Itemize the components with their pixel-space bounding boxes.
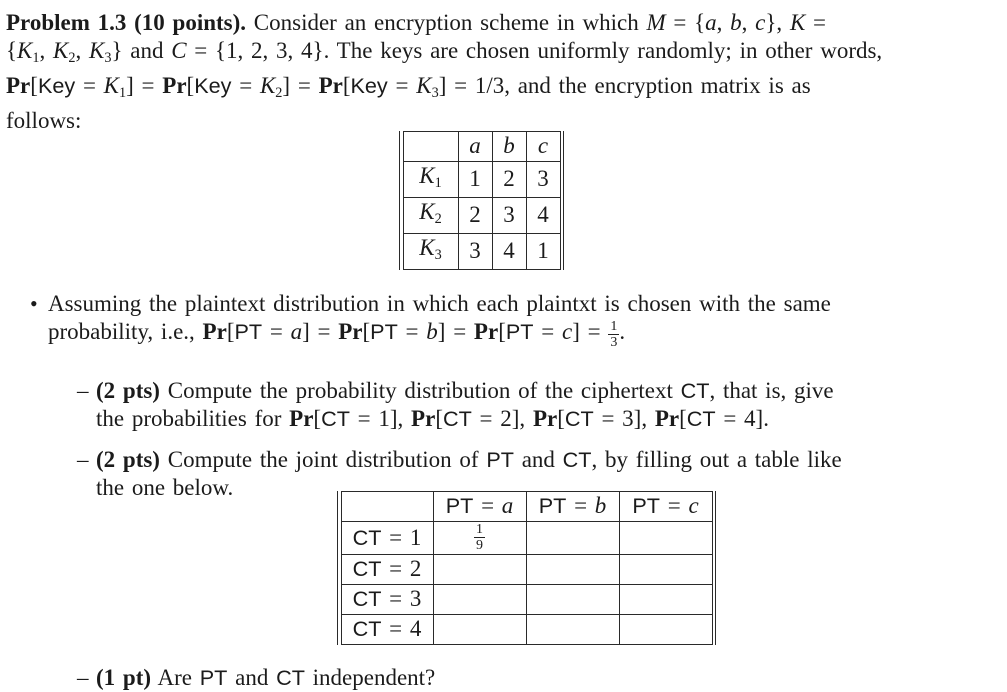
text-segment: , by filling out a table like [591, 446, 842, 472]
table-row [403, 131, 560, 161]
text-segment: c [561, 318, 573, 344]
text-segment: Pr [202, 318, 227, 344]
fraction-denominator: 9 [476, 537, 483, 553]
text-segment: ] = 1/3, and the encryption matrix is as [438, 72, 811, 98]
text-segment: 1 [119, 84, 127, 101]
text-segment: = [566, 493, 595, 519]
text-segment: [ [226, 318, 235, 344]
table-cell [433, 554, 526, 584]
table-cell [526, 614, 619, 644]
text-segment: Problem 1.3 (10 points). [6, 10, 247, 35]
text-segment: 1 [434, 174, 442, 191]
text-segment: a [290, 318, 303, 344]
problem-statement [0, 0, 1007, 135]
text-segment: K [419, 234, 435, 260]
text-segment: Assuming the plaintext distribution in which each plaintxt is chosen with the same [48, 290, 831, 316]
text-segment: Pr [6, 72, 31, 98]
text-segment: M [646, 10, 666, 35]
joint-table-container [337, 491, 1007, 645]
table-cell [433, 521, 526, 554]
text-segment: a [501, 493, 514, 519]
text-segment: PT [234, 318, 263, 344]
text-segment: 3 [434, 246, 442, 263]
table-cell [403, 161, 458, 197]
text-segment: [ [435, 405, 443, 431]
text-segment: 1 [469, 166, 481, 192]
text-segment: 3 [503, 202, 515, 228]
text-segment: CT [352, 616, 382, 642]
text-segment: CT [352, 556, 382, 582]
list-item-joint-distribution [0, 446, 1007, 502]
table-cell [526, 197, 560, 233]
text-segment: = 2 [381, 556, 422, 582]
table-cell [619, 521, 712, 554]
table-cell [341, 614, 433, 644]
text-segment: Compute the joint distribution of [159, 446, 487, 472]
fraction-numerator: 1 [476, 521, 483, 537]
table-cell [619, 614, 712, 644]
independence-question-text [96, 664, 993, 692]
dash-icon: – [77, 664, 89, 690]
table-cell [403, 233, 458, 269]
text-segment: Consider an encryption scheme in which [246, 10, 647, 35]
table-cell [492, 233, 526, 269]
table-cell [492, 161, 526, 197]
table-cell [458, 161, 492, 197]
text-segment: Key [37, 72, 76, 98]
text-segment: CT [562, 446, 592, 472]
text-segment: K [53, 38, 69, 63]
text-segment: CT [442, 405, 472, 431]
table-cell [458, 233, 492, 269]
text-segment: 4 [503, 238, 515, 264]
text-segment: PT [445, 493, 474, 519]
text-segment: = 2], [471, 405, 533, 431]
text-segment: c [688, 493, 699, 519]
text-segment: K [88, 38, 105, 63]
joint-distribution-text [96, 446, 993, 502]
text-segment: } and [111, 38, 172, 63]
text-segment: 2 [275, 84, 283, 101]
text-segment: probability, i.e., [48, 318, 203, 344]
dash-icon: – [77, 377, 89, 403]
text-segment: c [755, 10, 766, 35]
text-segment: Pr [162, 72, 187, 98]
bullet-icon: • [30, 291, 38, 316]
text-segment: Are [151, 664, 200, 690]
text-segment: c [537, 133, 549, 159]
text-segment: { [6, 38, 18, 63]
text-segment: CT [680, 377, 710, 403]
text-segment: (1 pt) [96, 664, 152, 690]
text-segment: = [387, 72, 417, 98]
table-cell [403, 197, 458, 233]
dash-icon: – [77, 446, 89, 472]
text-segment: and [513, 446, 563, 472]
text-segment: Pr [318, 72, 343, 98]
text-segment: K [419, 198, 435, 224]
table-cell [526, 161, 560, 197]
text-segment: PT [632, 493, 660, 519]
text-segment: Key [194, 72, 232, 98]
text-segment: [ [313, 405, 322, 431]
text-segment: K [259, 72, 276, 98]
text-segment: (2 pts) [96, 377, 160, 403]
text-segment: Pr [654, 405, 680, 431]
fraction [608, 319, 619, 351]
text-segment: Pr [532, 405, 558, 431]
text-segment: K [416, 72, 432, 98]
text-segment: [ [679, 405, 687, 431]
text-segment: Pr [473, 318, 499, 344]
text-segment: Pr [289, 405, 314, 431]
joint-table-frame [337, 491, 716, 645]
text-segment: [ [557, 405, 565, 431]
table-cell [526, 584, 619, 614]
text-segment: , that is, give [709, 377, 834, 403]
table-cell [341, 584, 433, 614]
text-segment: 4 [537, 202, 549, 228]
text-segment: 2 [503, 166, 515, 192]
text-segment: . [619, 318, 626, 344]
text-segment: 3 [104, 49, 112, 66]
text-segment: PT [486, 446, 514, 472]
text-segment: a [469, 133, 481, 159]
text-segment: 3 [431, 84, 439, 101]
text-segment: b [730, 10, 742, 35]
text-segment: Pr [338, 318, 363, 344]
list-item-independence [0, 664, 1007, 692]
text-segment: = [262, 318, 291, 344]
text-segment: a [705, 10, 717, 35]
text-segment: = 4 [381, 616, 422, 642]
joint-distribution-table [341, 491, 713, 645]
assumption-text [48, 290, 991, 351]
table-cell [492, 197, 526, 233]
encryption-matrix-frame [399, 131, 564, 270]
text-segment: the probabilities for [96, 405, 290, 431]
text-segment: = [659, 493, 689, 519]
table-cell [433, 584, 526, 614]
table-cell [403, 131, 458, 161]
text-segment: }, [765, 10, 790, 35]
text-segment: CT [321, 405, 350, 431]
text-segment: b [594, 493, 607, 519]
text-segment: = [231, 72, 260, 98]
text-segment: = [75, 72, 104, 98]
table-row [403, 197, 560, 233]
text-segment: = [533, 318, 562, 344]
text-segment: K [789, 10, 806, 35]
encryption-matrix-container [399, 131, 1007, 270]
table-cell [526, 131, 560, 161]
list-item-ciphertext-distribution [0, 377, 1007, 433]
table-cell [619, 554, 712, 584]
text-segment: [ [342, 72, 351, 98]
table-row [403, 161, 560, 197]
table-row [403, 233, 560, 269]
ciphertext-distribution-text [96, 377, 993, 433]
text-segment: 1 [32, 49, 40, 66]
text-segment: = 4]. [715, 405, 769, 431]
table-cell [458, 197, 492, 233]
table-cell [341, 521, 433, 554]
text-segment: 2 [469, 202, 481, 228]
text-segment: 1 [537, 238, 549, 264]
table-cell [526, 233, 560, 269]
table-cell [492, 131, 526, 161]
list-item-assumption [0, 290, 1007, 351]
text-segment: 2 [434, 210, 442, 227]
text-segment: = 1 [381, 524, 422, 550]
text-segment: ] = [437, 318, 474, 344]
text-segment: Compute the probability distribution of the ciphertext [159, 377, 681, 403]
text-segment: , [39, 38, 54, 63]
text-segment: ] = [126, 72, 163, 98]
table-cell [458, 131, 492, 161]
encryption-matrix-table [403, 131, 561, 270]
text-segment: CT [352, 524, 382, 550]
text-segment: = 3 [381, 586, 422, 612]
text-segment: = [397, 318, 427, 344]
fraction [474, 522, 485, 554]
text-segment: = [805, 10, 827, 35]
text-segment: K [17, 38, 33, 63]
table-row [341, 554, 712, 584]
fraction-numerator: 1 [610, 318, 618, 334]
text-segment: ] = [282, 72, 319, 98]
table-row [341, 584, 712, 614]
text-segment: = { [665, 10, 706, 35]
table-cell [526, 554, 619, 584]
text-segment: [ [30, 72, 38, 98]
text-segment: CT [352, 586, 382, 612]
text-segment: , [741, 10, 756, 35]
text-segment: and [227, 664, 277, 690]
table-cell [619, 584, 712, 614]
text-segment: = 1], [349, 405, 412, 431]
text-segment: PT [538, 493, 567, 519]
text-segment: b [503, 133, 515, 159]
text-segment: CT [564, 405, 594, 431]
text-segment: , [716, 10, 731, 35]
text-segment: ] = [302, 318, 339, 344]
text-segment: b [426, 318, 438, 344]
table-cell [341, 554, 433, 584]
text-segment: , [75, 38, 89, 63]
text-segment: C [171, 38, 187, 63]
text-segment: [ [186, 72, 195, 98]
text-segment: PT [370, 318, 398, 344]
fraction-denominator: 3 [610, 335, 618, 351]
text-segment: PT [199, 664, 228, 690]
text-segment: 3 [537, 166, 549, 192]
text-segment: PT [505, 318, 534, 344]
text-segment: independent? [304, 664, 436, 690]
text-segment: K [419, 162, 435, 188]
table-cell [526, 521, 619, 554]
text-segment: Pr [411, 405, 436, 431]
text-segment: CT [276, 664, 305, 690]
text-segment: follows: [6, 107, 82, 133]
text-segment: (2 pts) [96, 446, 160, 472]
table-row [341, 521, 712, 554]
text-segment: the one below. [96, 474, 234, 500]
text-segment: = [473, 493, 502, 519]
text-segment: K [103, 72, 120, 98]
text-segment: ] = [572, 318, 609, 344]
table-row [341, 614, 712, 644]
text-segment: [ [362, 318, 371, 344]
text-segment: = {1, 2, 3, 4}. The keys are chosen uniformly randomly; in other words, [186, 38, 883, 63]
text-segment: = 3], [593, 405, 655, 431]
table-cell [433, 614, 526, 644]
text-segment: 2 [68, 49, 76, 66]
text-segment: CT [686, 405, 716, 431]
text-segment: [ [498, 318, 506, 344]
text-segment: 3 [469, 238, 481, 264]
text-segment: Key [350, 72, 388, 98]
